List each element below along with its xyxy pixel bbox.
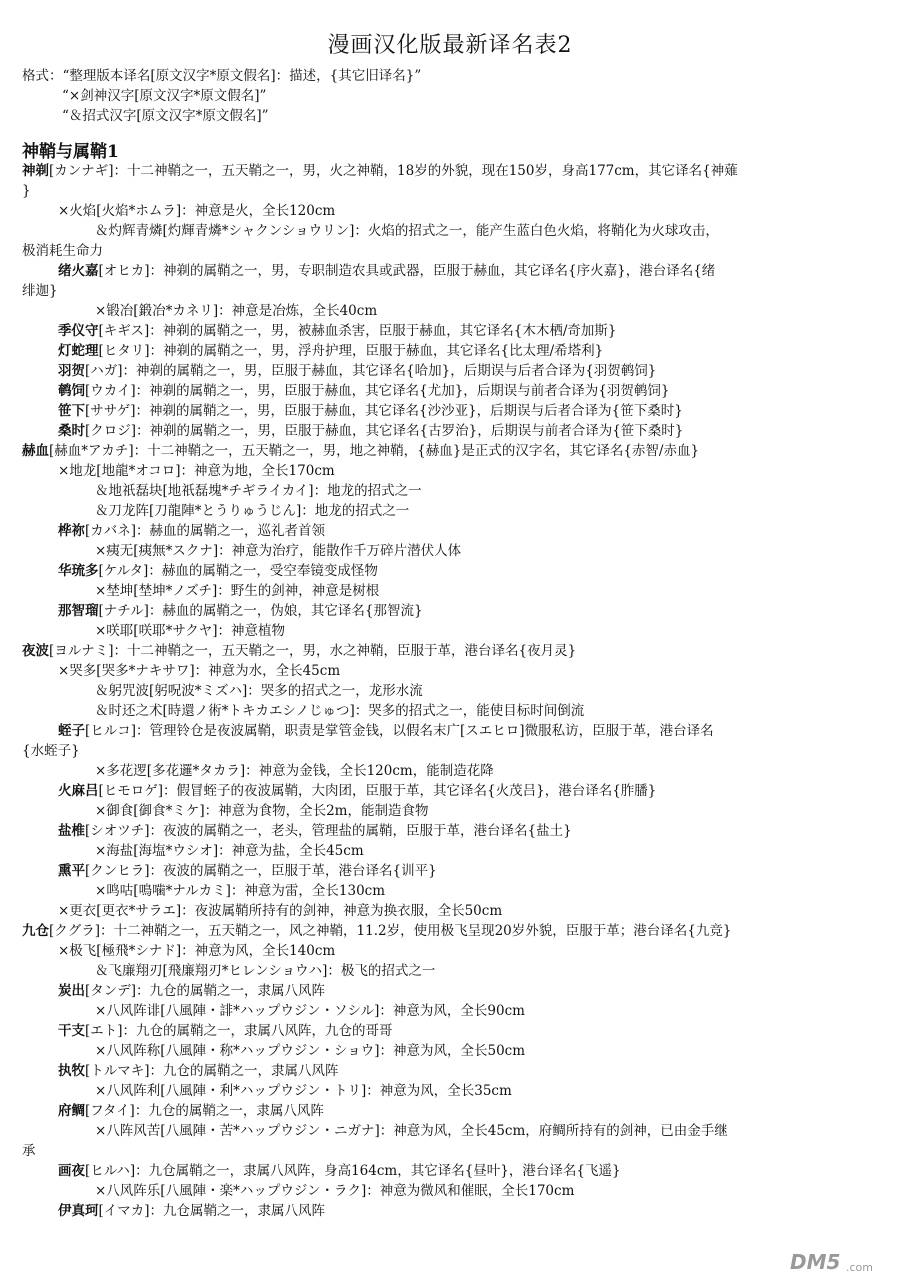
entry-text: [トルマキ]：九仓的属鞘之一，隶属八风阵 — [85, 1063, 339, 1079]
entry-line — [0, 241, 900, 261]
entry-line — [0, 961, 900, 981]
entry-text: 承 — [22, 1143, 36, 1159]
entry-text: [クロジ]：神剃的属鞘之一，男，臣服于赫血，其它译名{古罗治}，后期误与前者合译为{笹下桑时} — [85, 423, 684, 439]
entry-line — [0, 421, 900, 441]
entry-text: ＆地祇磊块[地祇磊塊*チギライカイ]：地龙的招式之一 — [95, 483, 422, 499]
entry-text: ×极飞[極飛*シナド]：神意为风，全长140cm — [58, 943, 336, 959]
entry-line — [0, 321, 900, 341]
entry-text: ＆灼辉青燐[灼輝青燐*シャクンショウリン]：火焰的招式之一，能产生蓝白色火焰，将鞘化为火球攻击， — [95, 223, 719, 239]
entry-text: [ヨルナミ]：十二神鞘之一，五天鞘之一，男，水之神鞘，臣服于革，港台译名{夜月灵} — [49, 643, 577, 659]
entry-line — [0, 681, 900, 701]
entry-text: 极消耗生命力 — [22, 243, 103, 259]
entry-text: [エト]：九仓的属鞘之一，隶属八风阵，九仓的哥哥 — [85, 1023, 393, 1039]
entry-line — [0, 1161, 900, 1181]
entry-line — [0, 161, 900, 181]
entry-line — [0, 381, 900, 401]
page-title: 漫画汉化版最新译名表2 — [327, 33, 573, 58]
entry-text: ×八阵风苦[八風陣・苦*ハップウジン・ニガナ]：神意为风，全长45cm，府鲷所持有的剑神，已由金手继 — [95, 1123, 728, 1139]
entry-text: [カバネ]：赫血的属鞘之一，巡礼者首领 — [85, 523, 326, 539]
entry-line — [0, 461, 900, 481]
entry-text: ×八风阵利[八風陣・利*ハップウジン・トリ]：神意为风，全长35cm — [95, 1083, 512, 1099]
entry-line — [0, 221, 900, 241]
entry-text: [ハガ]：神剃的属鞘之一，男，臣服于赫血，其它译名{哈加}，后期误与后者合译为{羽贺鹌饲} — [85, 363, 657, 379]
entry-text: ×火焰[火焰*ホムラ]：神意是火，全长120cm — [58, 203, 336, 219]
format-line-3: “＆招式汉字[原文汉字*原文假名]” — [62, 108, 269, 124]
entry-text: ＆躬咒波[躬呪波*ミズハ]：哭多的招式之一，龙形水流 — [95, 683, 423, 699]
logo-wordmark: DM5 — [790, 1250, 841, 1274]
entry-text: [ナチル]：赫血的属鞘之一，伪娘，其它译名{那智流} — [98, 603, 423, 619]
entry-line — [0, 841, 900, 861]
entry-text: ×八风阵乐[八風陣・楽*ハップウジン・ラク]：神意为微风和催眠，全长170cm — [95, 1183, 575, 1199]
entry-name: 桑时 — [58, 423, 85, 439]
format-line-2: “×剑神汉字[原文汉字*原文假名]” — [62, 88, 267, 104]
entry-line — [0, 201, 900, 221]
entry-line — [0, 1141, 900, 1161]
entry-line — [0, 1201, 900, 1221]
entry-name: 执牧 — [58, 1063, 85, 1079]
dm5-logo — [788, 1249, 886, 1275]
entry-text: ×海盐[海塩*ウシオ]：神意为盐，全长45cm — [95, 843, 364, 859]
entry-line — [0, 721, 900, 741]
entry-line — [0, 821, 900, 841]
section-title: 神鞘与属鞘1 — [22, 142, 119, 162]
entry-name: 火麻吕 — [58, 783, 99, 799]
entry-text: [ケルタ]：赫血的属鞘之一，受空奉镜变成怪物 — [98, 563, 378, 579]
entry-name: 赫血 — [22, 443, 49, 459]
entry-text: ×多花逻[多花邏*タカラ]：神意为金钱，全长120cm，能制造花降 — [95, 763, 494, 779]
entry-text: [フタイ]：九仓的属鞘之一，隶属八风阵 — [85, 1103, 324, 1119]
entry-text: ×痍无[痍無*スクナ]：神意为治疗，能散作千万碎片潜伏人体 — [95, 543, 462, 559]
entry-line — [0, 781, 900, 801]
entry-name: 盐椎 — [58, 823, 85, 839]
entry-line — [0, 501, 900, 521]
entry-name: 府鲷 — [58, 1103, 85, 1119]
entry-name: 华琉多 — [58, 563, 99, 579]
entry-line — [0, 921, 900, 941]
entry-text: ×地龙[地龍*オコロ]：神意为地，全长170cm — [58, 463, 335, 479]
entry-line — [0, 281, 900, 301]
entry-text: } — [22, 183, 31, 199]
entry-line — [0, 261, 900, 281]
entry-text: ×埜坤[埜坤*ノズチ]：野生的剑神，神意是树根 — [95, 583, 380, 599]
entry-text: [ヒルコ]：管理铃仓是夜波属鞘，职责是掌管金钱，以假名末广[スエヒロ]微服私访，臣服于革，港台译名 — [85, 723, 714, 739]
entry-line — [0, 621, 900, 641]
entry-line — [0, 1021, 900, 1041]
entry-text: [クンヒラ]：夜波的属鞘之一，臣服于革，港台译名{训平} — [85, 863, 437, 879]
entry-text: [ウカイ]：神剃的属鞘之一，男，臣服于赫血，其它译名{尤加}，后期误与前者合译为{羽贺鹌饲} — [85, 383, 670, 399]
entry-line — [0, 941, 900, 961]
entry-line — [0, 741, 900, 761]
entry-name: 桦祢 — [58, 523, 85, 539]
entry-line — [0, 1081, 900, 1101]
entry-name: 画夜 — [58, 1163, 85, 1179]
entry-text: [タンデ]：九仓的属鞘之一，隶属八风阵 — [85, 983, 326, 999]
entry-line — [0, 761, 900, 781]
entry-name: 伊真珂 — [58, 1203, 99, 1219]
entry-text: ＆刀龙阵[刀龍陣*とうりゅうじん]：地龙的招式之一 — [95, 503, 410, 519]
entry-name: 炭出 — [58, 983, 85, 999]
entry-line — [0, 1001, 900, 1021]
entry-name: 夜波 — [22, 643, 49, 659]
entry-text: [イマカ]：九仓属鞘之一，隶属八风阵 — [98, 1203, 326, 1219]
entry-line — [0, 401, 900, 421]
entry-text: ×哭多[哭多*ナキサワ]：神意为水，全长45cm — [58, 663, 341, 679]
format-line-1: 格式：“整理版本译名[原文汉字*原文假名]：描述，{其它旧译名}” — [22, 68, 422, 84]
entry-line — [0, 981, 900, 1001]
entry-line — [0, 301, 900, 321]
entry-text: [シオツチ]：夜波的属鞘之一，老头，管理盐的属鞘，臣服于革，港台译名{盐土} — [85, 823, 572, 839]
entry-line — [0, 441, 900, 461]
entry-text: [オヒカ]：神剃的属鞘之一，男，专职制造农具或武器，臣服于赫血，其它译名{序火嘉}，港台译名{绪 — [98, 263, 716, 279]
entry-line — [0, 521, 900, 541]
entry-text: ×御食[御食*ミケ]：神意为食物，全长2m，能制造食物 — [95, 803, 429, 819]
entry-name: 干支 — [58, 1023, 85, 1039]
entry-text: ×锻冶[鍛冶*カネリ]：神意是冶炼，全长40cm — [95, 303, 378, 319]
entry-text: [ヒルハ]：九仓属鞘之一，隶属八风阵，身高164cm，其它译名{昼叶}，港台译名{飞遥} — [85, 1163, 621, 1179]
entry-line — [0, 861, 900, 881]
entry-text: ×咲耶[咲耶*サクヤ]：神意植物 — [95, 623, 286, 639]
entry-name: 熏平 — [58, 863, 85, 879]
entry-name: 神剃 — [22, 163, 49, 179]
entry-text: ×八风阵诽[八風陣・誹*ハップウジン・ソシル]：神意为风，全长90cm — [95, 1003, 525, 1019]
entry-name: 季仪守 — [58, 323, 99, 339]
entry-text: {水蛭子} — [22, 743, 80, 759]
entry-name: 灯蛇理 — [58, 343, 99, 359]
entry-name: 绪火嘉 — [58, 263, 99, 279]
entry-name: 鹌饲 — [58, 383, 85, 399]
entry-text: [クグラ]：十二神鞘之一，五天鞘之一，风之神鞘，11.2岁，使用极飞呈现20岁外貌，臣服于革；港台译名{九竞} — [49, 923, 732, 939]
entry-name: 笹下 — [58, 403, 85, 419]
entry-text: [ササゲ]：神剃的属鞘之一，男，臣服于赫血，其它译名{沙沙亚}，后期误与后者合译为{笹下桑时} — [85, 403, 683, 419]
entry-name: 羽贺 — [58, 363, 85, 379]
entry-line — [0, 1121, 900, 1141]
entry-text: ×更衣[更衣*サラエ]：夜波属鞘所持有的剑神，神意为换衣服，全长50cm — [58, 903, 503, 919]
entry-text: [赫血*アカチ]：十二神鞘之一，五天鞘之一，男，地之神鞘，{赫血}是正式的汉字名，其它译名{赤智/赤血} — [49, 443, 700, 459]
entry-line — [0, 341, 900, 361]
entry-line — [0, 541, 900, 561]
entry-line — [0, 1041, 900, 1061]
entry-text: 绯迦} — [22, 283, 58, 299]
entry-line — [0, 701, 900, 721]
entry-line — [0, 561, 900, 581]
entry-line — [0, 1061, 900, 1081]
logo-suffix: .com — [846, 1261, 873, 1274]
entry-text: ×八风阵称[八風陣・称*ハップウジン・ショウ]：神意为风，全长50cm — [95, 1043, 526, 1059]
entry-line — [0, 801, 900, 821]
entry-name: 蛭子 — [58, 723, 85, 739]
entry-line — [0, 181, 900, 201]
entry-line — [0, 581, 900, 601]
entry-text: [カンナギ]：十二神鞘之一，五天鞘之一，男，火之神鞘，18岁的外貌，现在150岁，身高177cm，其它译名{神薙 — [49, 163, 738, 179]
entry-line — [0, 901, 900, 921]
entry-line — [0, 1181, 900, 1201]
entry-text: [キギス]：神剃的属鞘之一，男，被赫血杀害，臣服于赫血，其它译名{木木栖/奇加斯} — [98, 323, 617, 339]
entry-name: 那智瑠 — [58, 603, 99, 619]
entry-name: 九仓 — [22, 923, 49, 939]
entry-text: ×鸣咕[鳴噛*ナルカミ]：神意为雷，全长130cm — [95, 883, 386, 899]
entry-line — [0, 641, 900, 661]
entry-line — [0, 481, 900, 501]
entry-line — [0, 881, 900, 901]
entry-line — [0, 361, 900, 381]
entry-text: ＆时还之术[時還ノ術*トキカエシノじゅつ]：哭多的招式之一，能使目标时间倒流 — [95, 703, 585, 719]
entry-text: [ヒモロゲ]：假冒蛭子的夜波属鞘，大肉团，臣服于革，其它译名{火茂吕}，港台译名{胙膰} — [98, 783, 657, 799]
entry-text: [ヒタリ]：神剃的属鞘之一，男，浮舟护理，臣服于赫血，其它译名{比太理/希塔利} — [98, 343, 604, 359]
entry-text: ＆飞廉翔刃[飛廉翔刃*ヒレンショウハ]：极飞的招式之一 — [95, 963, 436, 979]
entry-line — [0, 1101, 900, 1121]
entry-line — [0, 661, 900, 681]
entry-line — [0, 601, 900, 621]
entry-list — [0, 161, 900, 1221]
